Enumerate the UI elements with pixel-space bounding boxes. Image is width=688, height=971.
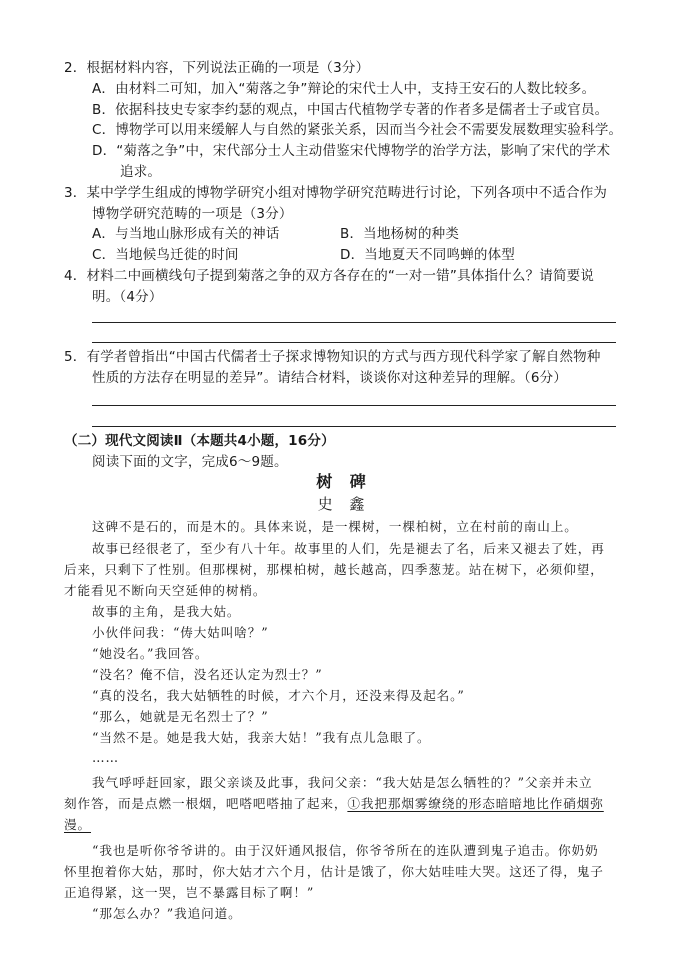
question-2-option-a: A．由材料二可知，加入“菊落之争”辩论的宋代士人中，支持王安石的人数比较多。 [92, 81, 596, 97]
story-text: 刻作答，而是点燃一根烟，吧嗒吧嗒抽了起来， [64, 796, 348, 811]
story-paragraph: 我气呼呼赶回家，跟父亲谈及此事，我问父亲：“我大姑是怎么牺牲的？”父亲并未立 [92, 775, 593, 790]
dialogue-line: “真的没名，我大姑牺牲的时候，才六个月，还没来得及起名。” [92, 688, 465, 703]
dialogue-line: 小伙伴问我：“俦大姑叫啥？” [92, 625, 269, 640]
question-2-option-d-continued: 追求。 [120, 164, 162, 180]
dialogue-line: “她没名。”我回答。 [92, 646, 209, 661]
question-4-stem: 4．材料二中画横线句子提到菊落之争的双方各存在的“一对一错”具体指什么？请简要说 [64, 268, 595, 284]
dialogue-line: “没名？俺不信，没名还认定为烈士？” [92, 667, 323, 682]
question-3-option-c: C．当地候鸟迁徙的时间 [92, 247, 239, 263]
story-paragraph: 正追得紧，这一哭，岂不暴露目标了啊！” [64, 885, 315, 900]
question-5-stem: 5．有学者曾指出“中国古代儒者士子探求博物知识的方式与西方现代科学家了解自然物种 [64, 349, 601, 365]
question-3-option-a: A．与当地山脉形成有关的神话 [92, 226, 280, 242]
story-paragraph: 后来，只剩下了性别。但那棵树，那棵柏树，越长越高，四季葱茏。站在树下，必须仰望， [64, 562, 604, 577]
answer-line[interactable] [92, 322, 616, 323]
story-paragraph: 才能看见不断向天空延伸的树梢。 [64, 583, 267, 598]
story-author: 史 鑫 [317, 495, 371, 513]
question-2-option-b: B．依据科技史专家李约瑟的观点，中国古代植物学专著的作者多是儒者士子或官员。 [92, 102, 609, 118]
underlined-sentence-1: ①我把那烟雾缭绕的形态暗暗地比作硝烟弥 [347, 796, 604, 811]
question-3-option-d: D．当地夏天不同鸣蝉的体型 [340, 247, 515, 263]
section-heading: （二）现代文阅读Ⅱ（本题共4小题，16分） [64, 433, 335, 449]
question-5-stem-continued: 性质的方法存在明显的差异”。请结合材料，谈谈你对这种差异的理解。（6分） [92, 370, 568, 386]
question-2-option-d: D．“菊落之争”中，宋代部分士人主动借鉴宋代博物学的治学方法，影响了宋代的学术 [92, 143, 611, 159]
question-3-stem-continued: 博物学研究范畴的一项是（3分） [92, 206, 293, 222]
question-3-stem: 3．某中学学生组成的博物学研究小组对博物学研究范畴进行讨论，下列各项中不适合作为 [64, 185, 608, 201]
story-paragraph: “我也是听你爷爷讲的。由于汉奸通风报信，你爷爷所在的连队遭到鬼子追击。你奶奶 [92, 843, 599, 858]
question-2-option-c: C．博物学可以用来缓解人与自然的紧张关系，因而当今社会不需要发展数理实验科学。 [92, 122, 623, 138]
dialogue-line: “那怎么办？”我追问道。 [92, 906, 242, 921]
answer-line[interactable] [92, 405, 616, 406]
answer-line[interactable] [92, 426, 616, 427]
story-paragraph: 这碑不是石的，而是木的。具体来说，是一棵树，一棵柏树，立在村前的南山上。 [92, 519, 578, 534]
section-instruction: 阅读下面的文字，完成6～9题。 [92, 454, 288, 470]
answer-line[interactable] [92, 342, 616, 343]
question-3-option-b: B．当地杨树的种类 [340, 226, 460, 242]
story-paragraph [64, 794, 604, 814]
dialogue-line: “当然不是。她是我大姑，我亲大姑！”我有点儿急眼了。 [92, 730, 431, 745]
question-2-stem: 2．根据材料内容，下列说法正确的一项是（3分） [64, 60, 370, 76]
story-paragraph: 故事的主角，是我大姑。 [92, 604, 241, 619]
story-paragraph: 怀里抱着你大姑，那时，你大姑才六个月，估计是饿了，你大姑哇哇大哭。这还了得，鬼子 [64, 864, 604, 879]
ellipsis: …… [92, 750, 119, 765]
dialogue-line: “那么，她就是无名烈士了？” [92, 709, 269, 724]
question-4-stem-continued: 明。（4分） [92, 289, 163, 305]
underlined-sentence-1-continued: 漫。 [64, 817, 91, 832]
story-paragraph: 故事已经很老了，至少有八十年。故事里的人们，先是褪去了名，后来又褪去了姓，再 [92, 541, 605, 556]
story-title: 树 碑 [316, 472, 372, 491]
